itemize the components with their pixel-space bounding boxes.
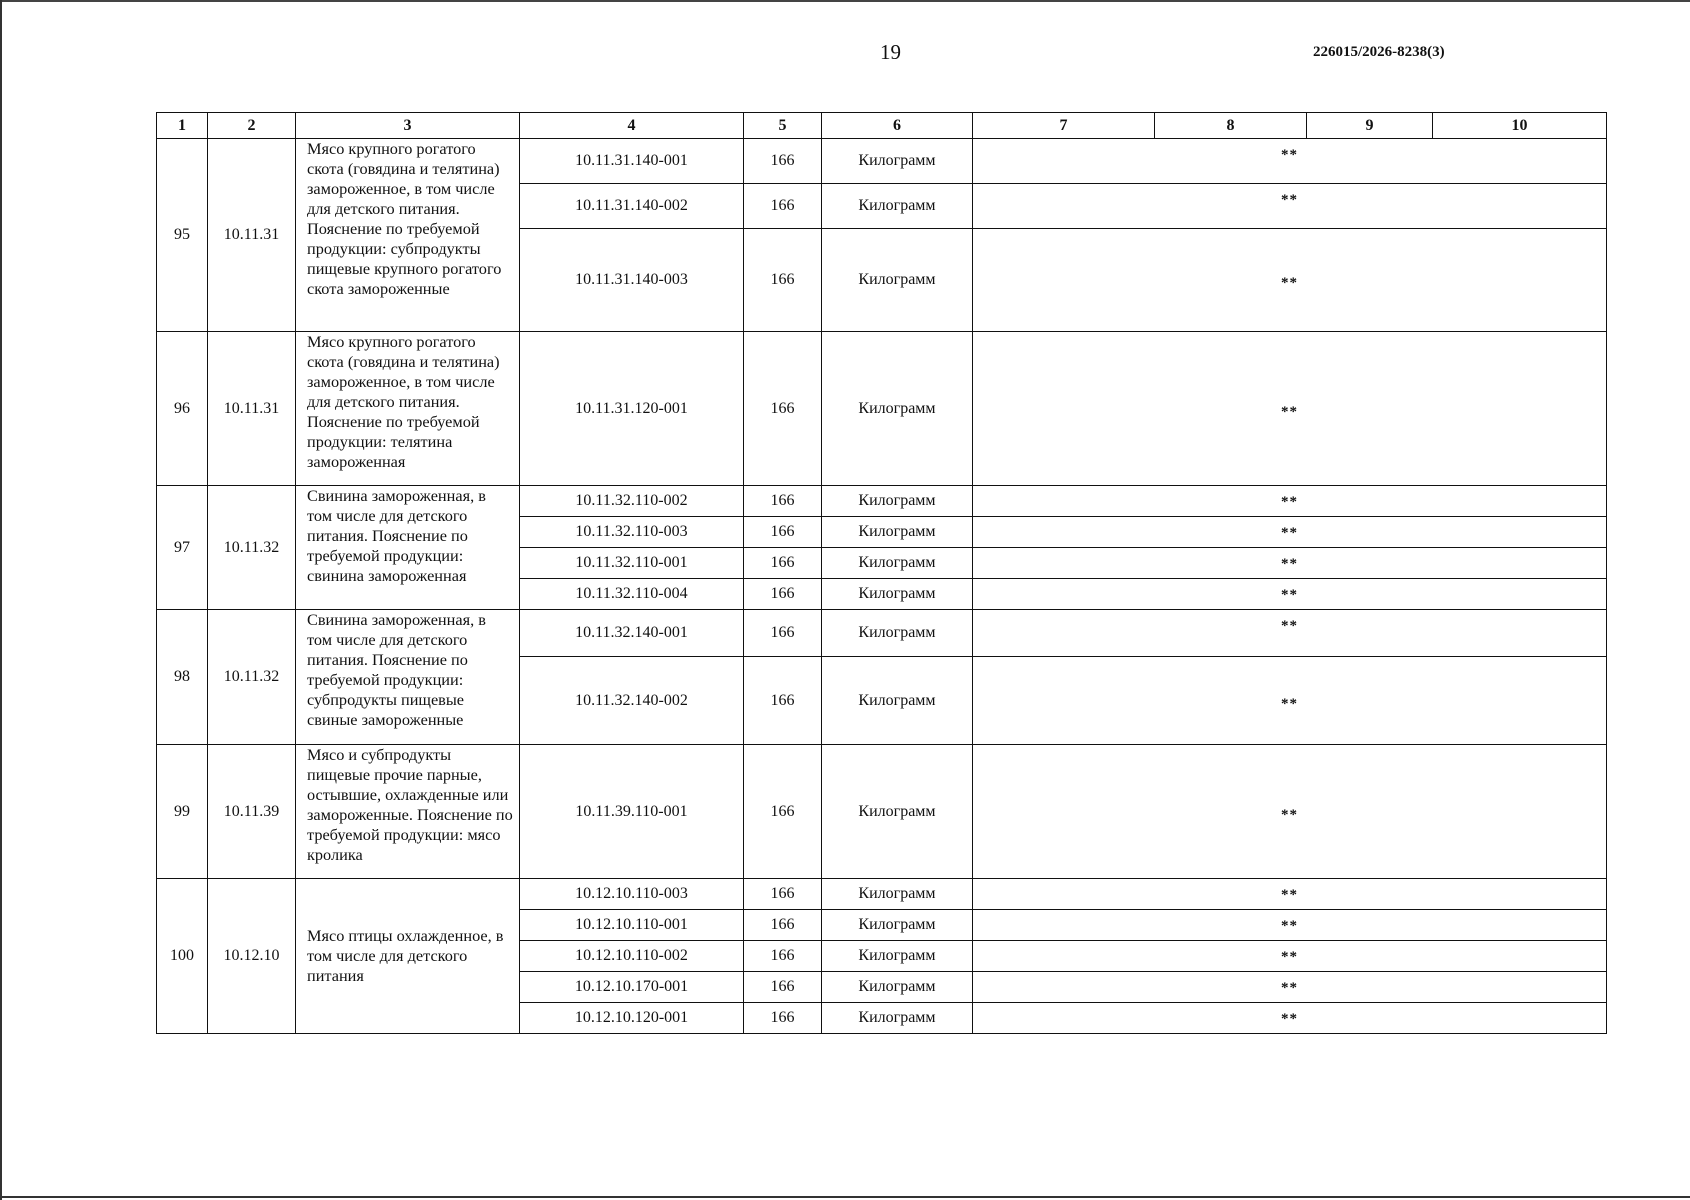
unit-name: Килограмм (822, 332, 973, 486)
unit-name: Килограмм (822, 139, 973, 184)
row-number: 95 (157, 139, 208, 332)
product-description: Мясо крупного рогатого скота (говядина и телятина) замороженное, в том числе для детского питания. Пояснение по требуемой продукции: субпродукты пищевые крупного рогатого скота замороженные (296, 139, 520, 332)
unit-code: 166 (744, 139, 822, 184)
merged-values: ** (973, 486, 1607, 517)
unit-name: Килограмм (822, 972, 973, 1003)
table-row (157, 332, 1607, 486)
product-description: Мясо крупного рогатого скота (говядина и телятина) замороженное, в том числе для детского питания. Пояснение по требуемой продукции: телятина замороженная (296, 332, 520, 486)
unit-name: Килограмм (822, 1003, 973, 1034)
ktru-code: 10.11.31.120-001 (520, 332, 744, 486)
merged-values: ** (973, 229, 1607, 332)
unit-name: Килограмм (822, 910, 973, 941)
unit-code: 166 (744, 879, 822, 910)
scan-top-edge (0, 0, 1690, 2)
merged-values: ** (973, 517, 1607, 548)
column-header: 4 (520, 113, 744, 139)
scan-bottom-edge (0, 1196, 1690, 1198)
unit-code: 166 (744, 941, 822, 972)
unit-name: Килограмм (822, 610, 973, 657)
ktru-code: 10.12.10.170-001 (520, 972, 744, 1003)
ktru-code: 10.12.10.110-001 (520, 910, 744, 941)
unit-name: Килограмм (822, 517, 973, 548)
unit-name: Килограмм (822, 184, 973, 229)
column-header: 8 (1155, 113, 1307, 139)
column-header: 9 (1307, 113, 1433, 139)
table-row (157, 745, 1607, 879)
ktru-code: 10.11.32.110-003 (520, 517, 744, 548)
product-description: Свинина замороженная, в том числе для детского питания. Пояснение по требуемой продукции: свинина замороженная (296, 486, 520, 610)
merged-values: ** (973, 657, 1607, 745)
merged-values: ** (973, 332, 1607, 486)
table-row (157, 486, 1607, 517)
unit-code: 166 (744, 1003, 822, 1034)
column-header: 5 (744, 113, 822, 139)
unit-name: Килограмм (822, 579, 973, 610)
unit-code: 166 (744, 972, 822, 1003)
ktru-code: 10.12.10.110-002 (520, 941, 744, 972)
okpd-code: 10.11.31 (208, 139, 296, 332)
okpd-code: 10.11.32 (208, 610, 296, 745)
table-row (157, 610, 1607, 657)
column-header: 6 (822, 113, 973, 139)
row-number: 97 (157, 486, 208, 610)
unit-name: Килограмм (822, 486, 973, 517)
ktru-code: 10.11.31.140-001 (520, 139, 744, 184)
unit-code: 166 (744, 745, 822, 879)
unit-name: Килограмм (822, 548, 973, 579)
merged-values: ** (973, 972, 1607, 1003)
ktru-code: 10.11.39.110-001 (520, 745, 744, 879)
merged-values: ** (973, 879, 1607, 910)
unit-code: 166 (744, 184, 822, 229)
unit-name: Килограмм (822, 229, 973, 332)
page-number: 19 (880, 40, 901, 64)
okpd-code: 10.12.10 (208, 879, 296, 1034)
unit-name: Килограмм (822, 879, 973, 910)
okpd-code: 10.11.32 (208, 486, 296, 610)
products-table (156, 112, 1607, 1034)
product-description: Свинина замороженная, в том числе для детского питания. Пояснение по требуемой продукции: субпродукты пищевые свиные замороженные (296, 610, 520, 745)
ktru-code: 10.11.31.140-003 (520, 229, 744, 332)
ktru-code: 10.11.32.140-002 (520, 657, 744, 745)
table-row (157, 139, 1607, 184)
merged-values: ** (973, 1003, 1607, 1034)
unit-name: Килограмм (822, 745, 973, 879)
column-header: 3 (296, 113, 520, 139)
column-header: 2 (208, 113, 296, 139)
merged-values: ** (973, 548, 1607, 579)
merged-values: ** (973, 910, 1607, 941)
unit-name: Килограмм (822, 941, 973, 972)
unit-code: 166 (744, 229, 822, 332)
unit-code: 166 (744, 548, 822, 579)
row-number: 99 (157, 745, 208, 879)
merged-values: ** (973, 184, 1607, 229)
unit-code: 166 (744, 579, 822, 610)
unit-code: 166 (744, 486, 822, 517)
product-description: Мясо и субпродукты пищевые прочие парные, остывшие, охлажденные или замороженные. Пояснение по требуемой продукции: мясо кролика (296, 745, 520, 879)
scan-left-edge (0, 0, 2, 1200)
merged-values: ** (973, 139, 1607, 184)
merged-values: ** (973, 579, 1607, 610)
column-header: 1 (157, 113, 208, 139)
row-number: 98 (157, 610, 208, 745)
ktru-code: 10.11.32.110-004 (520, 579, 744, 610)
column-header: 7 (973, 113, 1155, 139)
merged-values: ** (973, 610, 1607, 657)
row-number: 100 (157, 879, 208, 1034)
ktru-code: 10.11.32.110-001 (520, 548, 744, 579)
okpd-code: 10.11.31 (208, 332, 296, 486)
ktru-code: 10.11.31.140-002 (520, 184, 744, 229)
product-description: Мясо птицы охлажденное, в том числе для детского питания (296, 879, 520, 1034)
document-id: 226015/2026-8238(3) (1313, 44, 1445, 60)
unit-code: 166 (744, 610, 822, 657)
ktru-code: 10.12.10.110-003 (520, 879, 744, 910)
ktru-code: 10.11.32.110-002 (520, 486, 744, 517)
ktru-code: 10.12.10.120-001 (520, 1003, 744, 1034)
column-header: 10 (1433, 113, 1607, 139)
unit-code: 166 (744, 657, 822, 745)
unit-name: Килограмм (822, 657, 973, 745)
unit-code: 166 (744, 332, 822, 486)
unit-code: 166 (744, 517, 822, 548)
okpd-code: 10.11.39 (208, 745, 296, 879)
merged-values: ** (973, 941, 1607, 972)
table-row (157, 879, 1607, 910)
ktru-code: 10.11.32.140-001 (520, 610, 744, 657)
unit-code: 166 (744, 910, 822, 941)
merged-values: ** (973, 745, 1607, 879)
row-number: 96 (157, 332, 208, 486)
